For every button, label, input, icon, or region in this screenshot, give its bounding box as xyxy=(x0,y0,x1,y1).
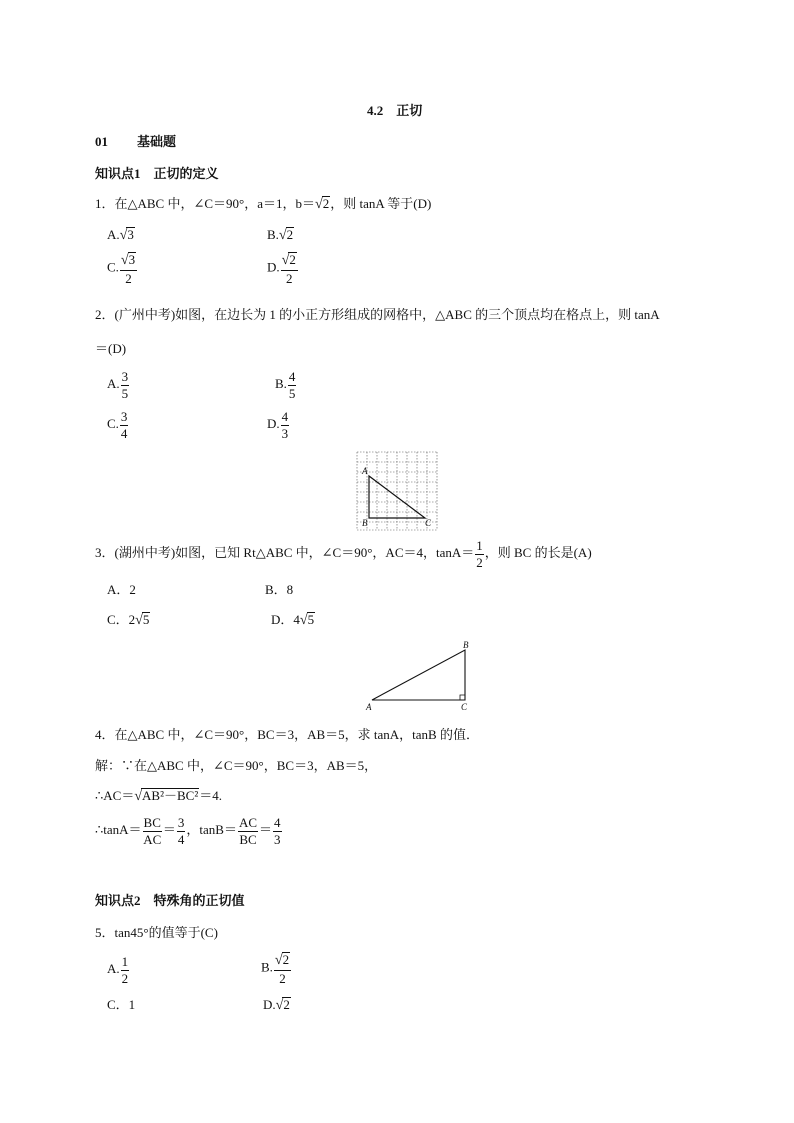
q1-option-b: B.√2 xyxy=(267,227,294,243)
q2-label-a: A xyxy=(362,466,368,476)
section-label: 基础题 xyxy=(137,134,177,149)
q3-label-b: B xyxy=(463,640,469,650)
knowledge-point-1: 知识点1 正切的定义 xyxy=(95,166,219,181)
q1-option-a: A.√3 xyxy=(107,227,134,243)
q3-option-c: C．2√5 xyxy=(107,612,150,628)
q2-label-c: C xyxy=(425,518,432,528)
q1-b-sqrt: √2 xyxy=(315,196,330,212)
q2-option-d: D. $\frac{4}{3}$ xyxy=(267,409,289,441)
q1-stem-pre: 1．在△ABC 中，∠C＝90°，a＝1，b＝ xyxy=(95,196,316,211)
question-3-stem: 3．(湖州中考)如图，已知 Rt△ABC 中，∠C＝90°，AC＝4，tanA＝ $\frac{1}{2}$ ，则 BC 的长是(A) xyxy=(95,538,592,570)
q5-option-b: B. $\frac{√2}{2}$ xyxy=(261,952,290,986)
knowledge-point-2: 知识点2 特殊角的正切值 xyxy=(95,893,245,908)
q4-solution-line3: ∴tanA＝ $\frac{BC}{AC}$ ＝ $\frac{3}{4}$ ，tanB＝ $\frac{AC}{BC}$ ＝ $\frac{4}{3}$ xyxy=(95,815,281,847)
q2-grid-figure xyxy=(355,450,440,532)
question-2-stem: 2．(广州中考)如图，在边长为 1 的小正方形组成的网格中，△ABC 的三个顶点均在格点上，则 tanA xyxy=(95,307,660,322)
q3-triangle-figure xyxy=(360,638,480,712)
q2-label-b: B xyxy=(362,518,368,528)
q2-option-c: C. $\frac{3}{4}$ xyxy=(107,409,128,441)
q2-option-a: A. $\frac{3}{5}$ xyxy=(107,369,129,401)
question-5-stem: 5．tan45°的值等于(C) xyxy=(95,925,218,940)
q4-solution-line1: 解：∵在△ABC 中，∠C＝90°，BC＝3，AB＝5， xyxy=(95,758,378,773)
q3-option-a: A．2 xyxy=(107,582,136,597)
q2-option-b: B. $\frac{4}{5}$ xyxy=(275,369,296,401)
q5-option-d: D.√2 xyxy=(263,997,290,1013)
question-1-stem xyxy=(95,196,431,212)
q3-label-c: C xyxy=(461,702,468,712)
section-number: 01 xyxy=(95,134,108,149)
q3-right-angle-mark xyxy=(460,695,465,700)
q3-triangle xyxy=(372,650,465,700)
q5-option-a: A. $\frac{1}{2}$ xyxy=(107,954,129,986)
q3-label-a: A xyxy=(366,702,372,712)
q5-option-c: C．1 xyxy=(107,997,136,1012)
q4-solution-line2: ∴AC＝√AB²－BC²＝4. xyxy=(95,788,222,804)
question-4-stem: 4．在△ABC 中，∠C＝90°，BC＝3，AB＝5，求 tanA，tanB 的值． xyxy=(95,727,479,742)
page-title: 4.2 正切 xyxy=(367,103,423,118)
q3-option-b: B．8 xyxy=(265,582,294,597)
q1-option-d: D. $\frac{√2}{2}$ xyxy=(267,252,296,286)
question-2-stem-line2: ＝(D) xyxy=(95,341,127,356)
q1-stem-post: ，则 tanA 等于(D) xyxy=(330,196,432,211)
q3-option-d: D．4√5 xyxy=(271,612,315,628)
q1-option-c: C. $\frac{√3}{2}$ xyxy=(107,252,136,286)
